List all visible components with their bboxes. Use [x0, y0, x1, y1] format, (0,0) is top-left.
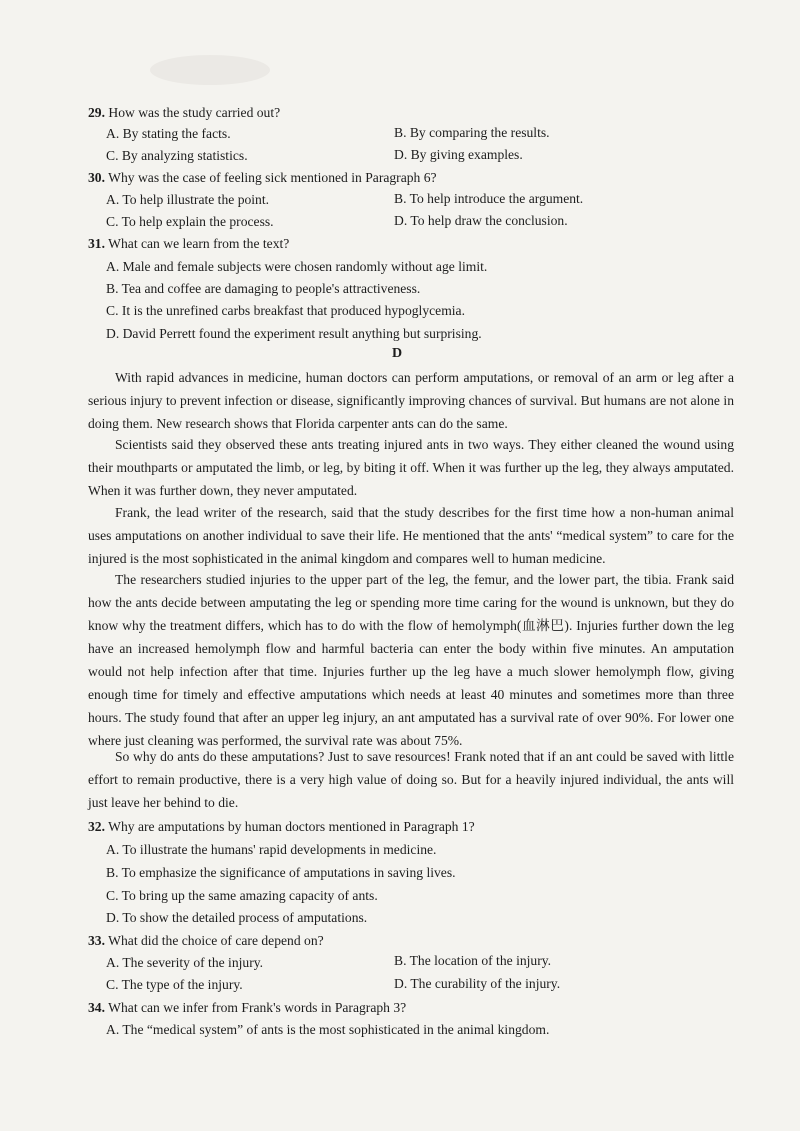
- option-30c[interactable]: C. To help explain the process.: [106, 214, 274, 229]
- scan-smudge: [150, 55, 270, 85]
- paragraph-4: [88, 568, 734, 752]
- question-number: 29.: [88, 105, 105, 120]
- option-30b[interactable]: B. To help introduce the argument.: [394, 191, 584, 206]
- question-number: 32.: [88, 819, 105, 834]
- option-33c[interactable]: C. The type of the injury.: [106, 977, 243, 992]
- question-number: 34.: [88, 1000, 105, 1015]
- question-29: [88, 104, 280, 122]
- option-29b[interactable]: B. By comparing the results.: [394, 125, 550, 140]
- option-31b[interactable]: B. Tea and coffee are damaging to people's attractiveness.: [106, 281, 421, 296]
- option-29c[interactable]: C. By analyzing statistics.: [106, 148, 248, 163]
- question-text: Why are amputations by human doctors mentioned in Paragraph 1?: [108, 819, 475, 834]
- paragraph-text: With rapid advances in medicine, human doctors can perform amputations, or removal of an arm or leg after a serious injury to prevent infection or disease, significantly improving chances of survival. But humans are not alone in doing them. New research shows that Florida carpenter ants can do the same.: [88, 370, 734, 431]
- option-33a[interactable]: A. The severity of the injury.: [106, 955, 264, 970]
- question-text: Why was the case of feeling sick mentioned in Paragraph 6?: [108, 170, 437, 185]
- paragraph-text: The researchers studied injuries to the upper part of the leg, the femur, and the lower part, the tibia. Frank said how the ants decide between amputating the leg or spending more time caring for the wound is unknown, but they do know why the treatment differs, which has to do with the flow of hemolymph(血淋巴). Injuries further down the leg have an increased hemolymph flow and harmful bacteria can enter the body within five minutes. An amputation would not help infection after that time. Injuries further up the leg have a much slower hemolymph flow, giving enough time for timely and effective amputations which needs at least 40 minutes and sometimes more than three hours. The study found that after an upper leg injury, an ant amputated has a survival rate of over 90%. For lower one where just cleaning was performed, the survival rate was about 75%.: [88, 572, 734, 748]
- option-32a[interactable]: A. To illustrate the humans' rapid developments in medicine.: [106, 842, 437, 857]
- option-34a[interactable]: A. The “medical system” of ants is the most sophisticated in the animal kingdom.: [106, 1022, 550, 1037]
- option-32c[interactable]: C. To bring up the same amazing capacity of ants.: [106, 888, 378, 903]
- question-30: [88, 169, 437, 187]
- option-31a[interactable]: A. Male and female subjects were chosen randomly without age limit.: [106, 259, 488, 274]
- option-29a[interactable]: A. By stating the facts.: [106, 126, 231, 141]
- question-number: 31.: [88, 236, 105, 251]
- question-34: [88, 999, 406, 1017]
- option-33b[interactable]: B. The location of the injury.: [394, 953, 552, 968]
- section-title: D: [392, 346, 403, 361]
- question-text: What can we infer from Frank's words in Paragraph 3?: [108, 1000, 407, 1015]
- option-33d[interactable]: D. The curability of the injury.: [394, 976, 561, 991]
- question-text: What did the choice of care depend on?: [108, 933, 324, 948]
- question-number: 33.: [88, 933, 105, 948]
- option-32b[interactable]: B. To emphasize the significance of amputations in saving lives.: [106, 865, 456, 880]
- question-number: 30.: [88, 170, 105, 185]
- option-30d[interactable]: D. To help draw the conclusion.: [394, 213, 568, 228]
- paragraph-text: Scientists said they observed these ants treating injured ants in two ways. They either cleaned the wound using their mouthparts or amputated the limb, or leg, by biting it off. When it was further up the leg, they always amputated. When it was further down, they never amputated.: [88, 437, 734, 498]
- question-33: [88, 932, 324, 950]
- option-29d[interactable]: D. By giving examples.: [394, 147, 523, 162]
- paragraph-1: [88, 366, 734, 435]
- paragraph-5: [88, 745, 734, 814]
- paragraph-2: [88, 433, 734, 502]
- question-text: What can we learn from the text?: [108, 236, 290, 251]
- question-32: [88, 818, 475, 836]
- option-32d[interactable]: D. To show the detailed process of amputations.: [106, 910, 368, 925]
- question-31: [88, 235, 289, 253]
- option-31c[interactable]: C. It is the unrefined carbs breakfast that produced hypoglycemia.: [106, 303, 465, 318]
- option-31d[interactable]: D. David Perrett found the experiment result anything but surprising.: [106, 326, 482, 341]
- paragraph-text: So why do ants do these amputations? Just to save resources! Frank noted that if an ant could be saved with little effort to remain productive, there is a very high value of doing so. But for a heavily injured individual, the ants will just leave her behind to die.: [88, 749, 734, 810]
- question-text: How was the study carried out?: [108, 105, 281, 120]
- paragraph-3: [88, 501, 734, 570]
- paragraph-text: Frank, the lead writer of the research, said that the study describes for the first time how a non-human animal uses amputations on another individual to save their life. He mentioned that the ants' “medical system” to care for the injured is the most sophisticated in the animal kingdom and compares well to human medicine.: [88, 505, 734, 566]
- option-30a[interactable]: A. To help illustrate the point.: [106, 192, 270, 207]
